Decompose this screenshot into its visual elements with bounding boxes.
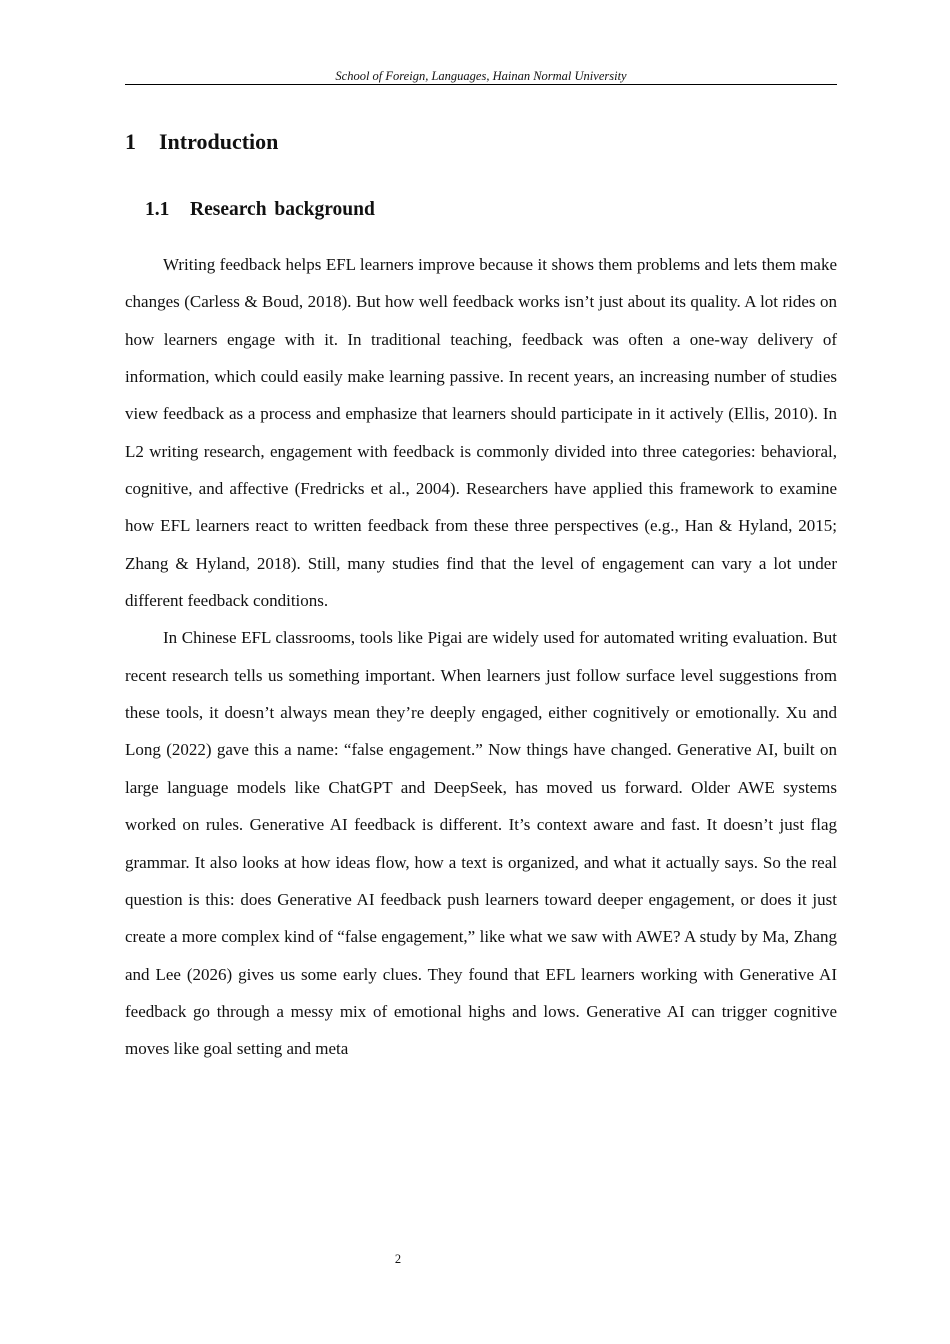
- header-rule: [125, 84, 837, 85]
- page-number: 2: [394, 1252, 402, 1266]
- subsection-heading: [145, 197, 375, 223]
- section-title: Introduction: [159, 129, 279, 154]
- paragraph-1: Writing feedback helps EFL learners improve because it shows them problems and lets them make changes (Carless & Boud, 2018). But how well feedback works isn’t just about its quality. A lot rides on how learners engage with it. In traditional teaching, feedback was often a one-way delivery of information, which could easily make learning passive. In recent years, an increasing number of studies view feedback as a process and emphasize that learners should participate in it actively (Ellis, 2010). In L2 writing research, engagement with feedback is commonly divided into three categories: behavioral, cognitive, and affective (Fredricks et al., 2004). Researchers have applied this framework to examine how EFL learners react to written feedback from these three perspectives (e.g., Han & Hyland, 2015; Zhang & Hyland, 2018). Still, many studies find that the level of engagement can vary a lot under different feedback conditions.: [125, 255, 837, 611]
- subsection-number: 1.1: [145, 199, 170, 220]
- paragraph-2: In Chinese EFL classrooms, tools like Pigai are widely used for automated writing evaluation. But recent research tells us something important. When learners just follow surface level suggestions from these tools, it doesn’t always mean they’re deeply engaged, either cognitively or emotionally. Xu and Long (2022) gave this a name: “false engagement.” Now things have changed. Generative AI, built on large language models like ChatGPT and DeepSeek, has moved us forward. Older AWE systems worked on rules. Generative AI feedback is different. It’s context aware and fast. It doesn’t just flag grammar. It also looks at how ideas flow, how a text is organized, and what it actually says. So the real question is this: does Generative AI feedback push learners toward deeper engagement, or does it just create a more complex kind of “false engagement,” like what we saw with AWE? A study by Ma, Zhang and Lee (2026) gives us some early clues. They found that EFL learners working with Generative AI feedback go through a messy mix of emotional highs and lows. Generative AI can trigger cognitive moves like goal setting and meta: [125, 628, 837, 1059]
- subsection-title: Research background: [190, 199, 375, 220]
- body-text: [125, 246, 837, 1068]
- section-number: 1: [125, 129, 136, 154]
- running-header: School of Foreign, Languages, Hainan Normal University: [335, 69, 627, 83]
- section-heading: [125, 128, 278, 156]
